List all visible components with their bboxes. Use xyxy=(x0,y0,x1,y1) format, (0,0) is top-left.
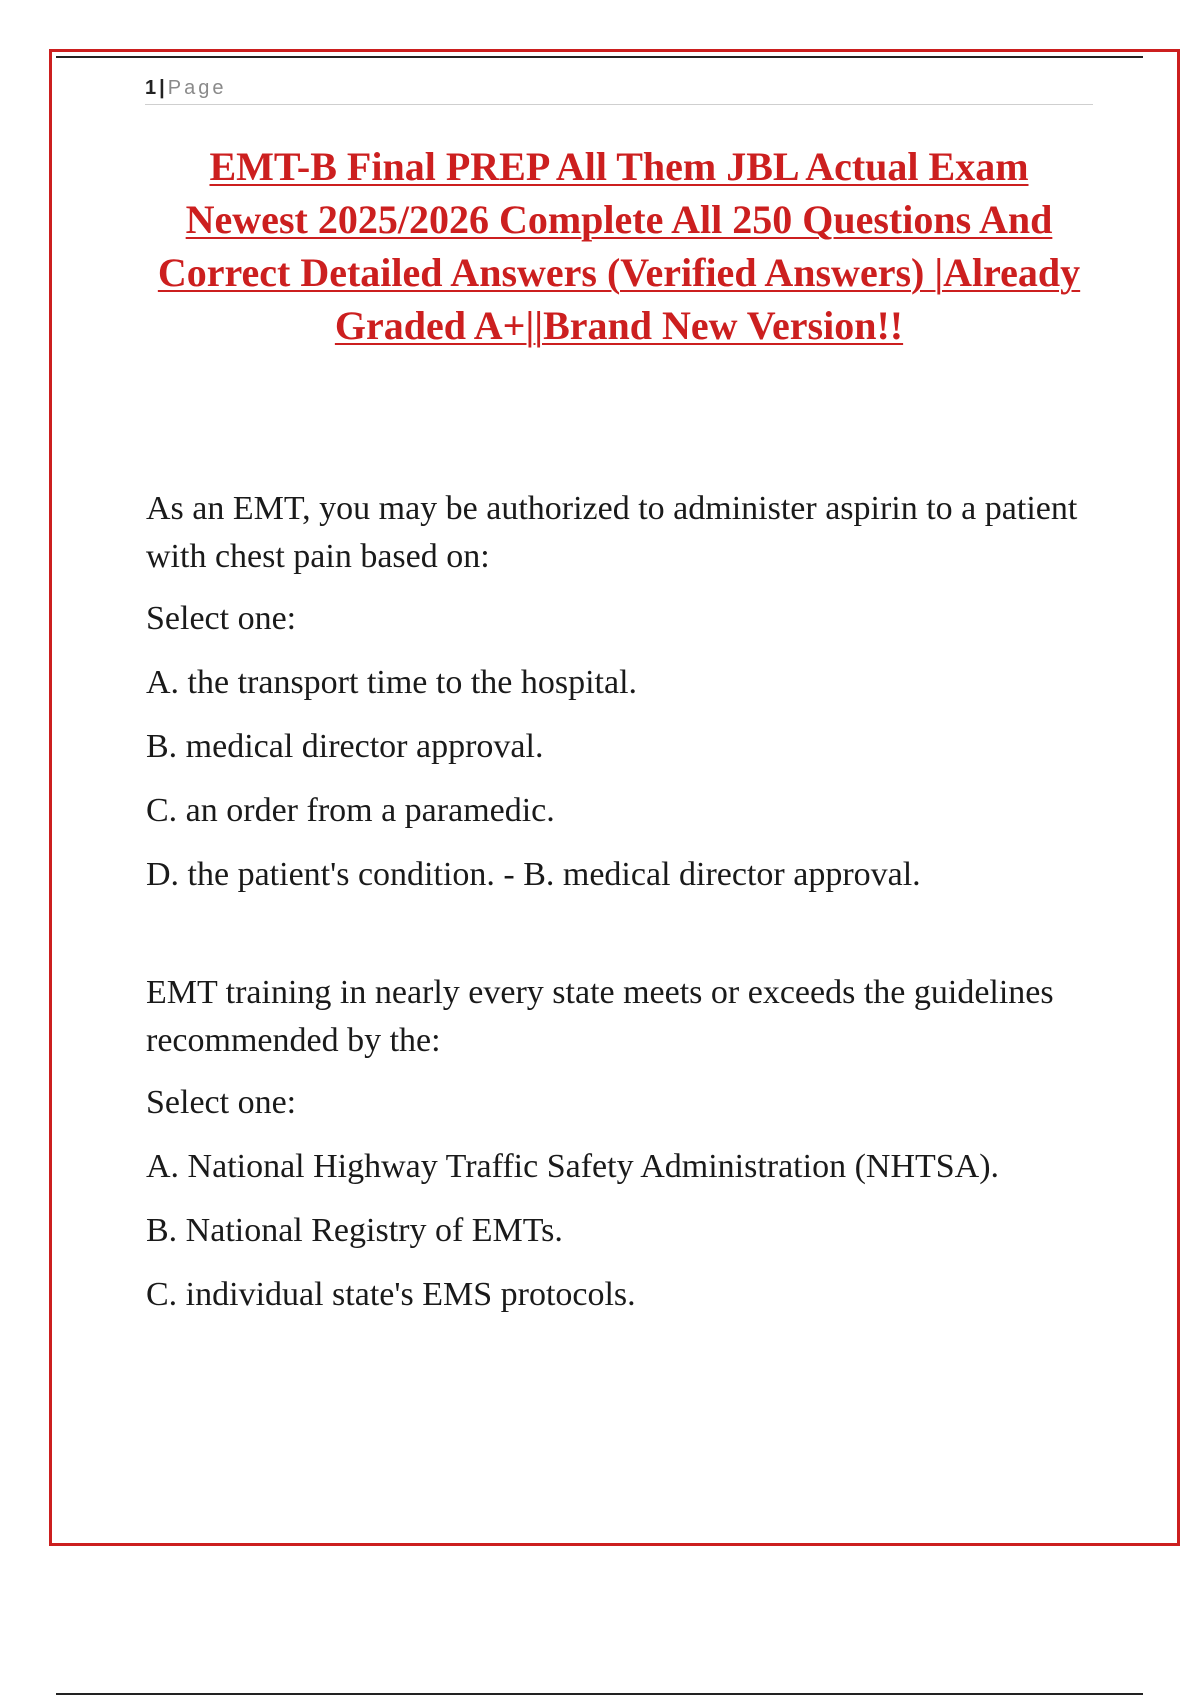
bottom-rule xyxy=(56,1693,1143,1695)
answer-option: C. individual state's EMS protocols. xyxy=(146,1276,636,1313)
answer-option: A. the transport time to the hospital. xyxy=(146,664,638,701)
question-block xyxy=(146,485,1086,899)
top-rule xyxy=(56,56,1143,58)
answer-option: D. the patient's condition. - B. medical director approval. xyxy=(146,856,921,893)
answer-option: A. National Highway Traffic Safety Administration (NHTSA). xyxy=(146,1148,1000,1185)
question-prompt: As an EMT, you may be authorized to administer aspirin to a patient with chest pain based on: xyxy=(146,490,1078,575)
select-one-label: Select one: xyxy=(146,1084,297,1121)
page-header xyxy=(145,74,1093,105)
page-number: 1 xyxy=(145,77,157,99)
question-prompt: EMT training in nearly every state meets or exceeds the guidelines recommended by the: xyxy=(146,974,1054,1059)
page-label: Page xyxy=(167,77,227,99)
question-block xyxy=(146,969,1086,1319)
page-separator: | xyxy=(159,77,165,99)
select-one-label: Select one: xyxy=(146,600,297,637)
answer-option: B. medical director approval. xyxy=(146,728,544,765)
answer-option: B. National Registry of EMTs. xyxy=(146,1212,563,1249)
block-spacer xyxy=(146,915,1086,969)
document-title: EMT-B Final PREP All Them JBL Actual Exam Newest 2025/2026 Complete All 250 Questions And Correct Detailed Answers (Verified Answers) |Already Graded A+||Brand New Version!! xyxy=(157,144,1081,348)
document-content xyxy=(146,485,1086,1335)
answer-option: C. an order from a paramedic. xyxy=(146,792,555,829)
